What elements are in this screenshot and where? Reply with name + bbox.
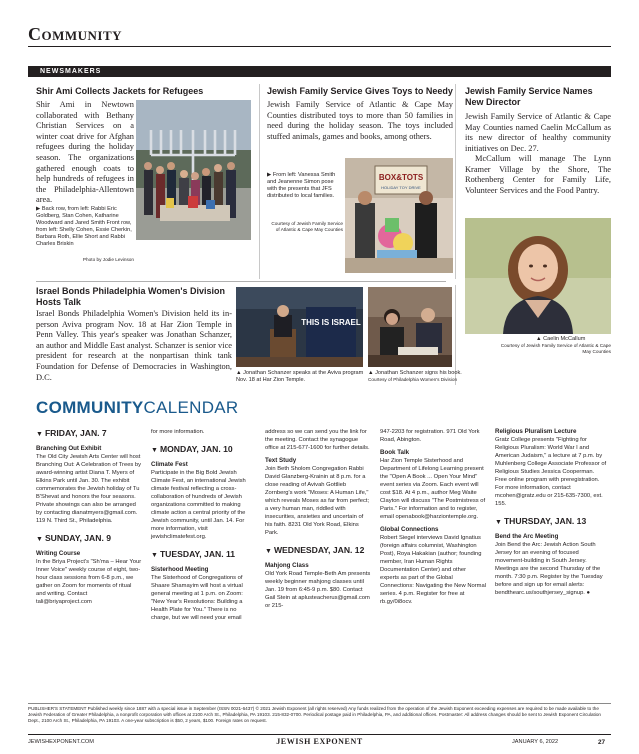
day-heading: ▼ MONDAY, JAN. 10 [151,444,233,454]
story4-body: Israel Bonds Philadelphia Women's Division held its in-person Aviva program Nov. 18 at Har Zion Temple in Penn Valley. This year's speaker was Jonathan Schanzer, an author and Middle East analyst. Schanzer is senior vice president for research at the nonpartisan think tank Foundation for Defense of Democracies in Washington, D.C. [36,309,232,382]
story3-credit: Courtesy of Jewish Family Service of Atlantic & Cape May Counties [500,343,611,354]
triangle-down-icon: ▼ [36,536,43,543]
story4-credit-2: Courtesy of Philadelphia Women's Division [368,377,458,382]
event-title: Book Talk [380,449,410,456]
event-body: Participate in the Big Bold Jewish Climate Fest, an international Jewish climate festival reflecting a cross-collaboration of hundreds of Jewish organizations committed to making climate action a central priority of the Jewish community, until Jan. 14. For more information, visit jewishclimatefest.org. [151,470,246,540]
event-title: Writing Course [36,550,81,557]
calendar-column-4 [380,428,486,606]
day-heading: ▼ WEDNESDAY, JAN. 12 [265,545,365,555]
publisher-statement: PUBLISHER'S STATEMENT Published weekly since 1887 with a special issue in September (ISSN 0021-6437) © 2021 Jewish Exponent (all rights reserved) Any funds realized from the operation of the Jewish Exponent exceeding expenses are required to be made available to the Jewish Federation of Greater Philadelphia, a nonprofit corporation with offices at 2100 Arch St., Philadelphia, PA 19103. 215-832-0700. Periodical postage paid in Philadelphia, PA, and additional offices. Postmaster: All address changes should be sent to Jewish Exponent Circulation Dept., 2100 Arch St., Philadelphia, PA 19103. A one-year subscription is $50, 2 years, $100. Foreign rates on request. [28,706,601,723]
event-body: Robert Siegel interviews David Ignatius (foreign affairs columnist, Washington Post), Roya Hakakian (author; founding member, Iran Human Rights Documentation Center) and other experts as part of the Global Connections: Navigating the New Normal series. 4 p.m. Register for free at rb.gy/0i8ocv. [380,535,487,605]
day-heading: ▼ SUNDAY, JAN. 9 [36,533,112,543]
box-tots-word: BOX&TOTS [378,173,424,182]
triangle-down-icon: ▼ [151,552,158,559]
portrait-photo [465,218,611,334]
event-body: The Old City Jewish Arts Center will host Branching Out: A Celebration of Trees by award-winning artist Diana T. Myers of Elkins Park until Jan. 30. The exhibit commemorates the Jewish holiday of Tu B'Shevat and honors the four seasons. Private showings can also be arranged by contacting dianatmyers@gmail.com. 119 N. Third St., Philadelphia. [36,454,142,524]
footer-rule [28,734,611,735]
calendar-column-2 [151,428,257,622]
event-title: Climate Fest [151,461,188,468]
toy-drive-word: HOLIDAY TOY DRIVE [381,185,421,190]
story3-body-2: McCallum will manage The Lynn Kramer Village by the Shore, The Rothenberg Center for Family Life, Volunteer Services and the Food Pantry. [465,154,611,195]
page-number: 27 [598,739,606,746]
calendar-title-light: CALENDAR [143,398,239,417]
day-heading: ▼ THURSDAY, JAN. 13 [495,516,587,526]
newsmakers-label: NEWSMAKERS [40,68,102,75]
footer-publication: JEWISH EXPONENT [276,737,363,746]
story3-headline: Jewish Family Service Names New Director [465,86,593,107]
triangle-down-icon: ▼ [265,548,272,555]
event-body: Join Bend the Arc: Jewish Action South Jersey for an evening of focused movement-building in South Jersey. Meetings are the second Thursday of the month. 7:30 p.m. Register by the Tuesday before and sign up for email alerts: bendthearc.us/southjersey_signup. ● [495,542,603,596]
day-heading: ▼ FRIDAY, JAN. 7 [36,428,107,438]
calendar-column-1 [36,428,142,606]
event-body: The Sisterhood of Congregations of Shaare Shamayim will host a virtual general meeting at 1 p.m. on Zoom: "New Year's Resolutions: Building a Health Plate for You." There is no charge, but we will need your email [151,575,243,621]
event-title: Global Connections [380,526,439,533]
calendar-title-bold: COMMUNITY [36,398,144,417]
event-body: In the Briya Project's "Sh'ma – Hear Your Inner Voice" weekly course of eight, two-hour class sessions from 6-8 p.m., we gather on Zoom for moments of ritual and writing. Contact tali@briyaproject.com [36,559,142,605]
triangle-down-icon: ▼ [495,519,502,526]
publisher-rule [28,703,611,704]
triangle-down-icon: ▼ [36,431,43,438]
story1-caption: ▶ Back row, from left: Rabbi Eric Goldberg, Stan Cohen, Katharine Woodward and Jared Smith Front row, from left: Shelly Cohen, Essie Cherkin, Barbara Roth, Ellie Short and Rabbi Charles Briskin [36,206,132,247]
event-body: Join Beth Sholom Congregation Rabbi David Glanzberg-Krainin at 8 p.m. for a close reading of Avivah Gottlieb Zornberg's work "Moses: A Human Life," which reveals Moses as far from perfect; a very human man, riddled with insecurities, anxieties and uncertain of his faith. 8231 Old York Road, Elkins Park. [265,466,370,536]
menorah-photo [136,100,251,240]
section-rule [28,46,611,47]
event-body: Gratz College presents "Fighting for Religious Pluralism: World War I and American Judaism," a lecture at 7 p.m. by Muhlenberg College Associate Professor of Religious Studies Jessica Cooperman. Free online program with preregistration. For more information, contact mcohen@gratz.edu or 215-635-7300, ext. 155. [495,437,607,507]
calendar-title [36,398,239,418]
story2-body: Jewish Family Service of Atlantic & Cape May Counties distributed toys to more than 50 families in need during the holiday season. The toys included stuffed animals, games and books, among others. [267,100,453,141]
story4-headline: Israel Bonds Philadelphia Women's Division Hosts Talk [36,286,226,307]
event-title: Sisterhood Meeting [151,566,209,573]
event-title: Bend the Arc Meeting [495,533,559,540]
event-body: Har Zion Temple Sisterhood and Department of Lifelong Learning present the "Open A Book ... Open Your Mind" event series via Zoom. Each event will cost $18. At 4 p.m., author Meg Waite Clayton will discuss "The Postmistress of Paris." For information and to register, email openabook@harziontemple.org. [380,458,486,520]
event-title: Branching Out Exhibit [36,445,102,452]
story4-caption-1: ▲ Jonathan Schanzer speaks at the Aviva program Nov. 18 at Har Zion Temple. [236,370,364,383]
section-title: Community [28,24,123,44]
event-body: for more information. [151,429,205,435]
footer-date: JANUARY 6, 2022 [512,739,559,745]
story-divider [36,281,446,282]
story3-body-1: Jewish Family Service of Atlantic & Cape May Counties named Caelin McCallum as its new director of healthy community initiatives on Dec. 27. [465,112,611,153]
event-body: 947-2203 for registration. 971 Old York Road, Abington. [380,429,480,443]
toy-drive-photo [345,158,453,273]
calendar-column-5 [495,428,607,597]
event-body: Old York Road Temple-Beth Am presents weekly beginner mahjong classes until Jan. 19 from 6:45-9 p.m. $80. Contact Gail Stein at aplusteacherus@gmail.com or 215- [265,571,371,609]
speaker-photo [236,287,363,367]
story4-caption-2: ▲ Jonathan Schanzer signs his book. [368,370,462,376]
israel-sign-text: THIS IS ISRAEL [301,318,361,327]
story2-credit: Courtesy of Jewish Family Service of Atlantic & Cape May Counties [271,221,343,232]
newsmakers-bar [28,66,611,77]
story1-credit: Photo by Jodie Levinson [82,257,134,262]
event-title: Text Study [265,457,297,464]
calendar-column-3 [265,428,371,610]
triangle-down-icon: ▼ [151,447,158,454]
story2-caption: ▶ From left: Vanessa Smith and Jeanenne Simon pose with the presents that JFS distributed to local families. [267,172,336,199]
story1-body: Shir Ami in Newtown collaborated with Bethany Christian Services on a winter coat drive for Afghan refugees during the holiday season. The organizations gathered enough coats to help hundreds of refugees in the Philadelphia-Allentown area. [36,100,134,205]
story1-headline: Shir Ami Collects Jackets for Refugees [36,86,204,96]
column-divider [455,84,456,279]
event-body: address so we can send you the link for the meeting. Contact the synagogue office at 215-677-1600 for further details. [265,429,370,451]
story3-caption: ▲ Caelin McCallum [536,336,586,342]
book-signing-photo [368,287,452,367]
story2-headline: Jewish Family Service Gives Toys to Needy [267,86,453,96]
column-divider [259,84,260,279]
event-title: Mahjong Class [265,562,309,569]
footer-website: JEWISHEXPONENT.COM [28,739,94,745]
day-heading: ▼ TUESDAY, JAN. 11 [151,549,236,559]
event-title: Religious Pluralism Lecture [495,428,577,435]
